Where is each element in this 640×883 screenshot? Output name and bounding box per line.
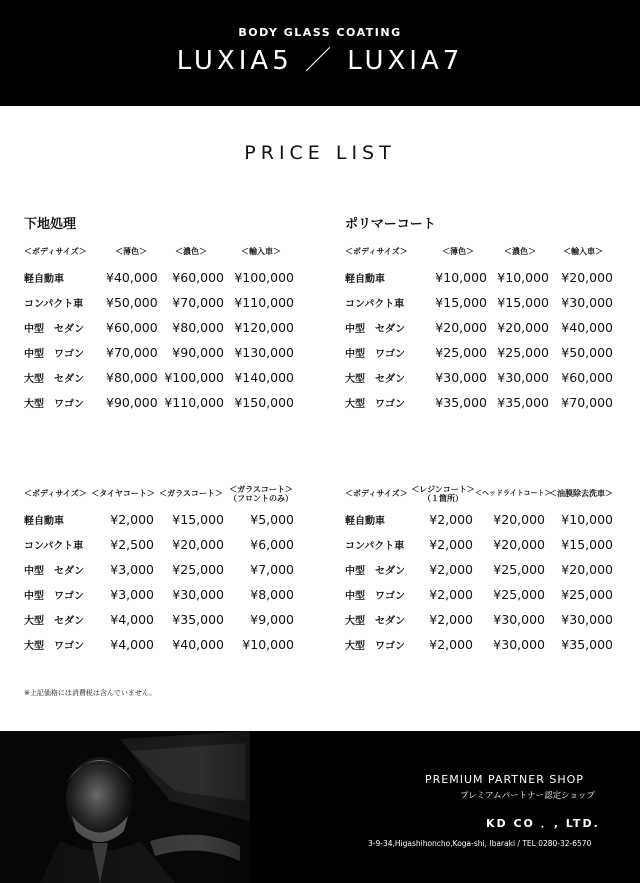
column-header: ＜輸入車＞ <box>241 247 281 256</box>
column-header: ＜油膜除去洗車＞ <box>549 489 613 498</box>
price-cell: ¥20,000 <box>561 562 613 577</box>
price-cell: ¥150,000 <box>234 395 294 410</box>
price-cell: ¥2,500 <box>110 537 154 552</box>
price-cell: ¥3,000 <box>110 562 154 577</box>
table-row <box>24 390 296 415</box>
price-cell: ¥30,000 <box>493 637 545 652</box>
price-cell: ¥20,000 <box>497 320 549 335</box>
column-header: ＜薄色＞ <box>115 247 147 256</box>
column-header: ＜薄色＞ <box>442 247 474 256</box>
row-label: 中型 ワゴン <box>345 591 405 602</box>
price-cell: ¥60,000 <box>561 370 613 385</box>
section-title-polymer: ポリマーコート <box>345 217 436 232</box>
row-label: 大型 ワゴン <box>345 399 405 410</box>
company-name: KD CO ．, LTD. <box>486 817 600 830</box>
column-header: ＜ヘッドライトコート＞ <box>475 489 552 497</box>
price-table-tire-glass <box>24 480 296 657</box>
price-cell: ¥40,000 <box>106 270 158 285</box>
column-header-main: ＜レジンコート＞ <box>411 484 475 494</box>
table-row <box>24 340 296 365</box>
price-cell: ¥110,000 <box>234 295 294 310</box>
row-label: 中型 セダン <box>345 324 406 335</box>
price-table-base <box>24 238 296 415</box>
price-cell: ¥80,000 <box>106 370 158 385</box>
price-cell: ¥4,000 <box>110 637 154 652</box>
table-row <box>24 582 296 607</box>
price-cell: ¥2,000 <box>429 587 473 602</box>
price-cell: ¥50,000 <box>561 345 613 360</box>
table-row <box>345 582 615 607</box>
table-row <box>345 607 615 632</box>
table-row <box>24 265 296 290</box>
section-title-base: 下地処理 <box>24 217 77 232</box>
partner-shop-label: PREMIUM PARTNER SHOP <box>425 773 584 786</box>
price-cell: ¥100,000 <box>234 270 294 285</box>
table-row <box>345 557 615 582</box>
row-label: 軽自動車 <box>24 274 64 285</box>
price-cell: ¥70,000 <box>561 395 613 410</box>
price-cell: ¥30,000 <box>561 295 613 310</box>
partner-shop-label-jp: プレミアムパートナー認定ショップ <box>460 791 595 801</box>
table-row <box>24 557 296 582</box>
row-label: 大型 ワゴン <box>24 641 84 652</box>
row-label: 軽自動車 <box>345 274 385 285</box>
price-cell: ¥25,000 <box>497 345 549 360</box>
price-cell: ¥140,000 <box>234 370 294 385</box>
column-header <box>226 480 296 507</box>
row-label: コンパクト車 <box>24 541 84 552</box>
row-label: 中型 セダン <box>345 566 406 577</box>
table-row <box>24 507 296 532</box>
price-cell: ¥2,000 <box>429 537 473 552</box>
price-cell: ¥130,000 <box>234 345 294 360</box>
price-table-polymer <box>345 238 615 415</box>
price-cell: ¥10,000 <box>561 512 613 527</box>
price-cell: ¥60,000 <box>172 270 224 285</box>
price-cell: ¥25,000 <box>435 345 487 360</box>
table-row <box>24 532 296 557</box>
row-label: コンパクト車 <box>24 299 84 310</box>
price-cell: ¥2,000 <box>110 512 154 527</box>
row-label: 軽自動車 <box>345 516 385 527</box>
price-cell: ¥25,000 <box>493 587 545 602</box>
price-cell: ¥2,000 <box>429 512 473 527</box>
row-label: 大型 セダン <box>345 616 406 627</box>
header-banner <box>0 0 640 106</box>
table-row <box>345 632 615 657</box>
price-cell: ¥35,000 <box>435 395 487 410</box>
price-cell: ¥2,000 <box>429 612 473 627</box>
price-cell: ¥40,000 <box>172 637 224 652</box>
price-cell: ¥10,000 <box>497 270 549 285</box>
table-header-row <box>24 238 296 265</box>
table-header-row <box>345 480 615 507</box>
column-header-sub: （１箇所） <box>423 493 463 503</box>
price-cell: ¥30,000 <box>172 587 224 602</box>
price-cell: ¥70,000 <box>106 345 158 360</box>
price-cell: ¥20,000 <box>493 537 545 552</box>
row-label: 大型 セダン <box>24 374 85 385</box>
column-header-main: ＜ガラスコート＞ <box>229 484 293 494</box>
price-cell: ¥35,000 <box>497 395 549 410</box>
row-label: 中型 セダン <box>24 324 85 335</box>
price-cell: ¥5,000 <box>250 512 294 527</box>
brand-logo-text: LUXIA5 ／ LUXIA7 <box>176 46 464 76</box>
row-label: コンパクト車 <box>345 299 405 310</box>
row-label: 中型 セダン <box>24 566 85 577</box>
table-row <box>24 632 296 657</box>
price-cell: ¥20,000 <box>493 512 545 527</box>
table-row <box>345 315 615 340</box>
price-cell: ¥20,000 <box>435 320 487 335</box>
price-cell: ¥25,000 <box>172 562 224 577</box>
row-label: コンパクト車 <box>345 541 405 552</box>
table-row <box>24 315 296 340</box>
price-cell: ¥9,000 <box>250 612 294 627</box>
price-table-resin-headlight <box>345 480 615 657</box>
column-header: ＜ボディサイズ＞ <box>345 247 408 256</box>
row-label: 中型 ワゴン <box>345 349 405 360</box>
page-title: PRICE LIST <box>244 142 396 164</box>
price-cell: ¥7,000 <box>250 562 294 577</box>
price-cell: ¥20,000 <box>561 270 613 285</box>
price-cell: ¥25,000 <box>561 587 613 602</box>
price-cell: ¥90,000 <box>172 345 224 360</box>
column-header: ＜濃色＞ <box>175 247 207 256</box>
price-cell: ¥110,000 <box>164 395 224 410</box>
column-header: ＜タイヤコート＞ <box>91 489 155 498</box>
price-cell: ¥25,000 <box>493 562 545 577</box>
column-header: ＜輸入車＞ <box>563 247 603 256</box>
price-cell: ¥30,000 <box>435 370 487 385</box>
row-label: 大型 セダン <box>345 374 406 385</box>
price-cell: ¥35,000 <box>172 612 224 627</box>
column-header: ＜ボディサイズ＞ <box>345 489 408 498</box>
price-cell: ¥15,000 <box>435 295 487 310</box>
table-row <box>345 390 615 415</box>
price-cell: ¥2,000 <box>429 562 473 577</box>
table-row <box>345 265 615 290</box>
price-cell: ¥30,000 <box>497 370 549 385</box>
driver-photo <box>0 731 250 883</box>
row-label: 中型 ワゴン <box>24 349 84 360</box>
price-cell: ¥90,000 <box>106 395 158 410</box>
footer-banner <box>0 731 640 883</box>
price-cell: ¥30,000 <box>561 612 613 627</box>
price-cell: ¥8,000 <box>250 587 294 602</box>
tax-note: ※上記価格には消費税は含んでいません。 <box>24 689 157 697</box>
price-cell: ¥4,000 <box>110 612 154 627</box>
table-row <box>345 290 615 315</box>
row-label: 軽自動車 <box>24 516 64 527</box>
row-label: 中型 ワゴン <box>24 591 84 602</box>
price-cell: ¥100,000 <box>164 370 224 385</box>
table-header-row <box>345 238 615 265</box>
price-cell: ¥80,000 <box>172 320 224 335</box>
table-row <box>24 365 296 390</box>
price-cell: ¥6,000 <box>250 537 294 552</box>
row-label: 大型 ワゴン <box>345 641 405 652</box>
price-cell: ¥3,000 <box>110 587 154 602</box>
column-header <box>411 480 475 507</box>
price-cell: ¥60,000 <box>106 320 158 335</box>
price-cell: ¥15,000 <box>172 512 224 527</box>
price-cell: ¥50,000 <box>106 295 158 310</box>
table-row <box>345 532 615 557</box>
price-cell: ¥35,000 <box>561 637 613 652</box>
header-subtitle: BODY GLASS COATING <box>238 26 402 39</box>
row-label: 大型 セダン <box>24 616 85 627</box>
table-row <box>24 607 296 632</box>
table-row <box>345 507 615 532</box>
column-header: ＜ボディサイズ＞ <box>24 247 87 256</box>
price-cell: ¥30,000 <box>493 612 545 627</box>
column-header: ＜ボディサイズ＞ <box>24 489 87 498</box>
price-cell: ¥40,000 <box>561 320 613 335</box>
table-row <box>24 290 296 315</box>
price-cell: ¥15,000 <box>497 295 549 310</box>
price-cell: ¥10,000 <box>242 637 294 652</box>
table-header-row <box>24 480 296 507</box>
row-label: 大型 ワゴン <box>24 399 84 410</box>
price-cell: ¥15,000 <box>561 537 613 552</box>
table-row <box>345 340 615 365</box>
table-row <box>345 365 615 390</box>
price-cell: ¥120,000 <box>234 320 294 335</box>
price-cell: ¥10,000 <box>435 270 487 285</box>
company-address: 3-9-34,Higashihoncho,Koga-shi, Ibaraki / TEL 0280-32-6570 <box>368 839 592 848</box>
column-header-sub: （フロントのみ） <box>229 493 293 503</box>
price-cell: ¥70,000 <box>172 295 224 310</box>
column-header: ＜濃色＞ <box>504 247 536 256</box>
column-header: ＜ガラスコート＞ <box>159 489 223 498</box>
price-cell: ¥20,000 <box>172 537 224 552</box>
price-cell: ¥2,000 <box>429 637 473 652</box>
